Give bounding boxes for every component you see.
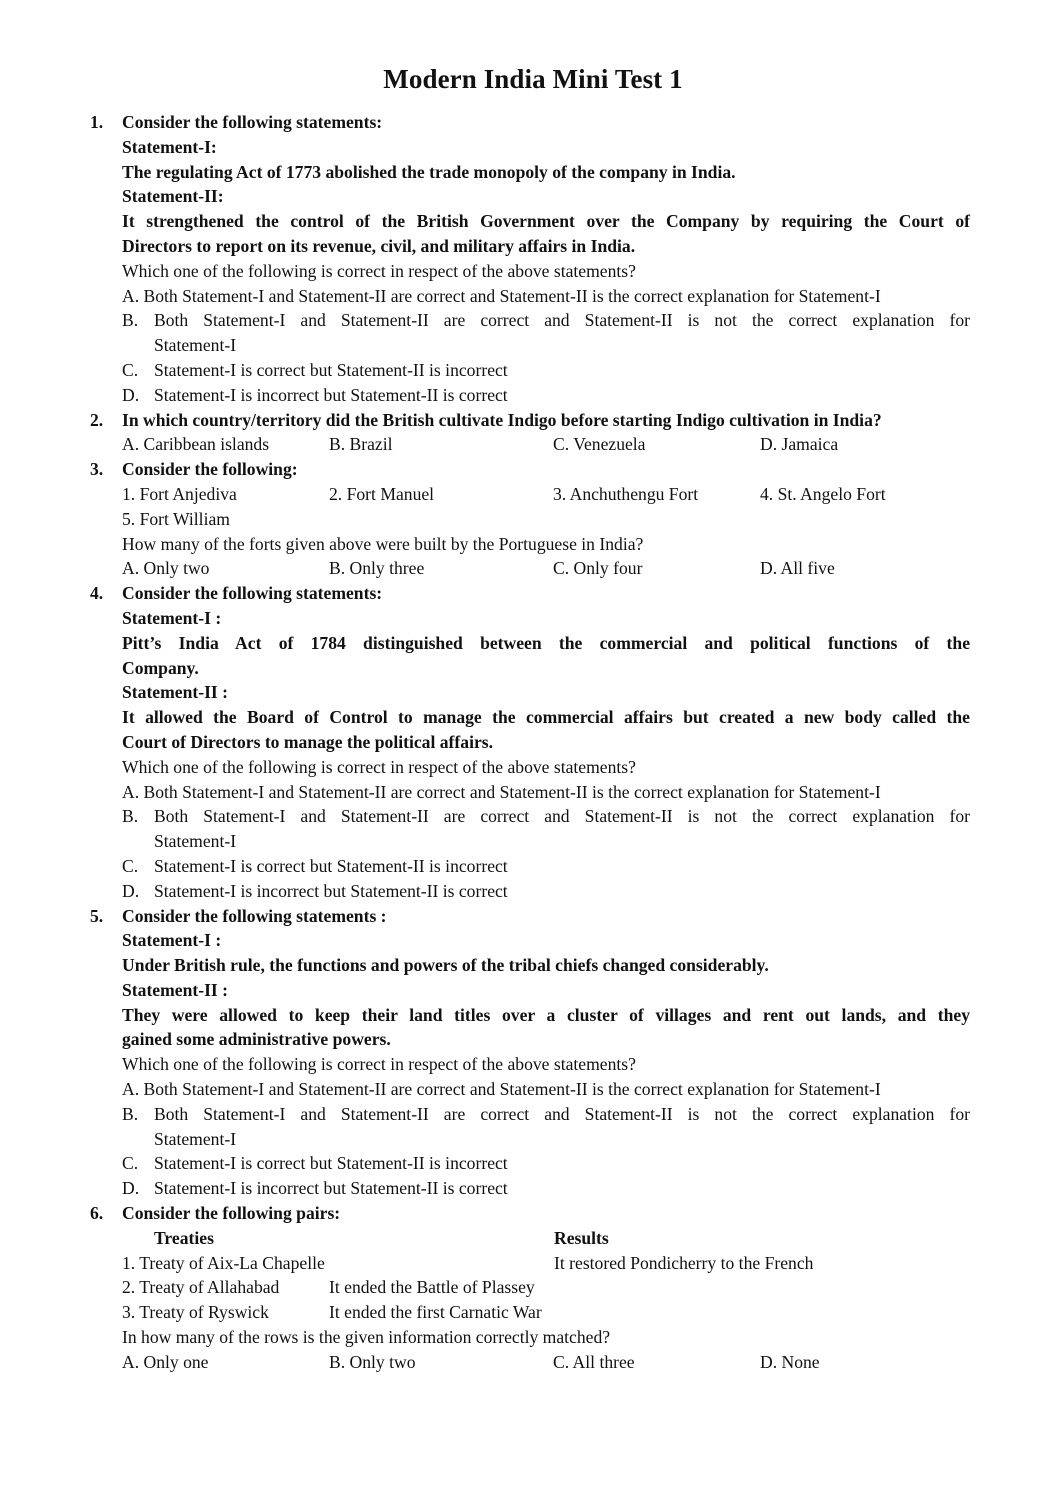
question-ask: Which one of the following is correct in respect of the above statements? (122, 260, 636, 281)
statement-2-label: Statement-II : (122, 979, 229, 1000)
option-c-text: Statement-I is correct but Statement-II is incorrect (154, 1153, 508, 1174)
option-c[interactable]: C. All three (553, 1351, 635, 1372)
question-prompt: Consider the following pairs: (122, 1203, 341, 1224)
list-item: 3. Anchuthengu Fort (553, 483, 699, 504)
statement-1-label: Statement-I : (122, 930, 222, 951)
option-b-text-line1: Both Statement-I and Statement-II are correct and Statement-II is not the correct explanation for (154, 310, 970, 331)
question-prompt: In which country/territory did the British cultivate Indigo before starting Indigo cultivation in India? (122, 409, 882, 430)
option-c[interactable] (122, 358, 970, 383)
pair-treaty: 3. Treaty of Ryswick (122, 1302, 269, 1323)
option-b-continued (122, 1127, 970, 1152)
question-1 (90, 110, 970, 408)
options-row (122, 1350, 970, 1375)
question-3 (90, 457, 970, 581)
option-c[interactable] (122, 854, 970, 879)
statement-1-text: The regulating Act of 1773 abolished the trade monopoly of the company in India. (122, 161, 736, 182)
statement-2-text-line2: Directors to report on its revenue, civil, and military affairs in India. (122, 235, 636, 256)
statement-1-text-line2: Company. (122, 657, 199, 678)
option-c-label: C. (122, 855, 139, 876)
statement-1-text: Under British rule, the functions and powers of the tribal chiefs changed considerably. (122, 955, 769, 976)
question-number: 1. (90, 112, 104, 132)
question-ask: In how many of the rows is the given information correctly matched? (122, 1327, 611, 1348)
option-b-continued (122, 829, 970, 854)
question-6 (90, 1201, 970, 1375)
option-c-label: C. (122, 1153, 139, 1174)
question-number: 5. (90, 905, 104, 926)
option-b-text-line2: Statement-I (154, 831, 237, 852)
option-a[interactable]: A. Caribbean islands (122, 434, 270, 455)
question-ask: Which one of the following is correct in respect of the above statements? (122, 756, 636, 777)
statement-2-label: Statement-II : (122, 682, 229, 703)
statement-1-label: Statement-I : (122, 607, 222, 628)
statement-2-text-line2: Court of Directors to manage the political affairs. (122, 731, 494, 752)
option-b[interactable]: B. Only three (329, 558, 425, 579)
option-b-label: B. (122, 806, 139, 827)
option-d[interactable]: D. None (760, 1351, 820, 1372)
question-prompt: Consider the following statements: (122, 583, 383, 604)
list-item: 1. Fort Anjediva (122, 483, 237, 504)
pair-row (122, 1275, 970, 1300)
test-content (90, 110, 970, 1375)
option-d[interactable] (122, 1176, 970, 1201)
option-b-label: B. (122, 310, 139, 331)
question-prompt: Consider the following statements: (122, 112, 383, 132)
option-b[interactable]: B. Brazil (329, 434, 393, 455)
column-header-results: Results (554, 1227, 609, 1248)
pair-treaty: 2. Treaty of Allahabad (122, 1277, 280, 1298)
statement-2-text-line1: They were allowed to keep their land titles over a cluster of villages and rent out lands, and they (122, 1004, 970, 1025)
option-d-label: D. (122, 880, 140, 901)
option-c-text: Statement-I is correct but Statement-II is incorrect (154, 855, 508, 876)
question-number: 3. (90, 459, 104, 480)
list-item: 2. Fort Manuel (329, 483, 435, 504)
option-a[interactable]: A. Both Statement-I and Statement-II are correct and Statement-II is the correct explanation for Statement-I (122, 1079, 881, 1100)
pair-row (122, 1300, 970, 1325)
question-ask: How many of the forts given above were built by the Portuguese in India? (122, 533, 644, 554)
option-d-text: Statement-I is incorrect but Statement-II is correct (154, 880, 508, 901)
option-b[interactable] (122, 1102, 970, 1127)
option-a[interactable]: A. Only one (122, 1351, 209, 1372)
option-b-text-line1: Both Statement-I and Statement-II are correct and Statement-II is not the correct explanation for (154, 806, 970, 827)
option-c[interactable]: C. Venezuela (553, 434, 646, 455)
column-header-treaties: Treaties (154, 1227, 214, 1248)
option-b-text-line2: Statement-I (154, 1128, 237, 1149)
statement-2-text-line1: It allowed the Board of Control to manage the commercial affairs but created a new body called the (122, 707, 970, 728)
option-d[interactable] (122, 879, 970, 904)
option-d-label: D. (122, 1178, 140, 1199)
option-b[interactable] (122, 308, 970, 333)
pair-result: It restored Pondicherry to the French (554, 1252, 814, 1273)
option-a[interactable]: A. Both Statement-I and Statement-II are correct and Statement-II is the correct explanation for Statement-I (122, 781, 881, 802)
option-b-text-line1: Both Statement-I and Statement-II are correct and Statement-II is not the correct explanation for (154, 1103, 970, 1124)
list-item: 5. Fort William (122, 508, 230, 529)
question-2 (90, 408, 970, 458)
pair-result: It ended the first Carnatic War (329, 1302, 542, 1323)
pair-treaty: 1. Treaty of Aix-La Chapelle (122, 1252, 325, 1273)
question-prompt: Consider the following statements : (122, 905, 387, 926)
option-b-continued (122, 333, 970, 358)
option-c-label: C. (122, 359, 139, 380)
option-b[interactable]: B. Only two (329, 1351, 416, 1372)
list-item: 4. St. Angelo Fort (760, 483, 886, 504)
question-5 (90, 904, 970, 1202)
option-d-text: Statement-I is incorrect but Statement-II is correct (154, 1178, 508, 1199)
option-c[interactable]: C. Only four (553, 558, 643, 579)
option-d-text: Statement-I is incorrect but Statement-II is correct (154, 384, 508, 405)
option-b-label: B. (122, 1103, 139, 1124)
options-row (122, 556, 970, 581)
option-b-text-line2: Statement-I (154, 335, 237, 356)
page-title: Modern India Mini Test 1 (383, 64, 683, 94)
option-d[interactable]: D. Jamaica (760, 434, 839, 455)
question-4 (90, 581, 970, 903)
statement-2-text-line1: It strengthened the control of the British Government over the Company by requiring the Court of (122, 211, 970, 232)
statement-1-text-line1: Pitt’s India Act of 1784 distinguished between the commercial and political functions of the (122, 632, 970, 653)
question-number: 4. (90, 583, 104, 604)
option-d[interactable] (122, 383, 970, 408)
options-row (122, 432, 970, 457)
option-d[interactable]: D. All five (760, 558, 835, 579)
option-c[interactable] (122, 1151, 970, 1176)
option-d-label: D. (122, 384, 140, 405)
statement-2-label: Statement-II: (122, 186, 224, 207)
question-number: 6. (90, 1203, 104, 1224)
question-number: 2. (90, 409, 104, 430)
option-c-text: Statement-I is correct but Statement-II is incorrect (154, 359, 508, 380)
option-b[interactable] (122, 804, 970, 829)
items-row (122, 482, 970, 507)
statement-2-text-line2: gained some administrative powers. (122, 1029, 391, 1050)
pair-row (122, 1251, 970, 1276)
pairs-header (122, 1226, 970, 1251)
statement-1-label: Statement-I: (122, 136, 217, 157)
question-ask: Which one of the following is correct in respect of the above statements? (122, 1054, 636, 1075)
question-prompt: Consider the following: (122, 459, 298, 480)
pair-result: It ended the Battle of Plassey (329, 1277, 535, 1298)
option-a[interactable]: A. Both Statement-I and Statement-II are correct and Statement-II is the correct explanation for Statement-I (122, 285, 881, 306)
option-a[interactable]: A. Only two (122, 558, 210, 579)
